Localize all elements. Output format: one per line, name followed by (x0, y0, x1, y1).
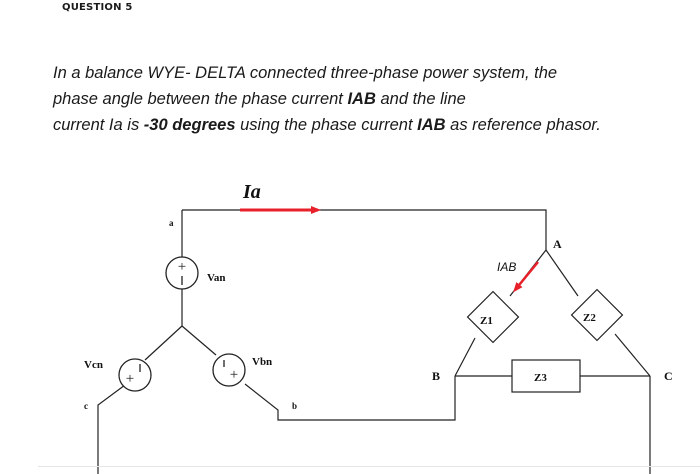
question-label: QUESTION 5 (62, 2, 133, 13)
iab-arrow-icon (515, 262, 538, 290)
source-vbn (213, 354, 245, 386)
label-vcn: Vcn (84, 359, 103, 371)
label-vbn: Vbn (252, 356, 273, 368)
question-line-3-mid: using the phase current (235, 116, 418, 134)
node-label-C: C (664, 369, 673, 383)
bottom-divider (38, 466, 700, 467)
svg-text:+: + (177, 259, 187, 275)
source-vcn (119, 359, 151, 391)
source-van (166, 257, 198, 289)
wires (98, 210, 650, 474)
label-z1: Z1 (480, 315, 493, 327)
label-z3: Z3 (534, 372, 547, 384)
question-line-2-end: and the line (375, 90, 466, 108)
label-ia: Ia (243, 181, 261, 203)
wire-neutral-to-vcn (145, 326, 182, 360)
wire-vcn-to-c (98, 385, 125, 474)
label-iab: IAB (497, 260, 517, 274)
question-line-2-start: phase angle between the phase current (53, 90, 348, 108)
label-van: Van (207, 272, 226, 284)
wire-A-to-z2 (546, 250, 578, 296)
node-label-B: B (432, 369, 441, 383)
wire-neutral-to-vbn (182, 326, 216, 355)
label-z2: Z2 (583, 312, 596, 324)
svg-text:+: + (125, 371, 135, 387)
question-line-3-start: current Ia is (53, 116, 144, 134)
svg-text:+: + (229, 367, 239, 383)
wire-z1-to-B (455, 338, 475, 376)
question-line-3-end: as reference phasor. (445, 116, 601, 134)
node-label-A: A (553, 237, 562, 251)
phase-current-ab-ref: IAB (347, 90, 376, 108)
wire-vbn-to-B (245, 376, 455, 420)
node-label-b: b (292, 401, 298, 411)
wire-a-to-A (182, 210, 546, 250)
wire-z2-to-C (615, 334, 650, 376)
impedance-z2-box (572, 290, 623, 341)
angle-phrase: -30 degrees (143, 116, 236, 134)
node-label-a: a (169, 218, 174, 228)
question-line-1: In a balance WYE- DELTA connected three-phase power system, the (53, 64, 558, 82)
impedance-z1-box (468, 292, 519, 343)
node-label-c: c (84, 401, 88, 411)
phase-current-ab-ref-2: IAB (417, 116, 446, 134)
